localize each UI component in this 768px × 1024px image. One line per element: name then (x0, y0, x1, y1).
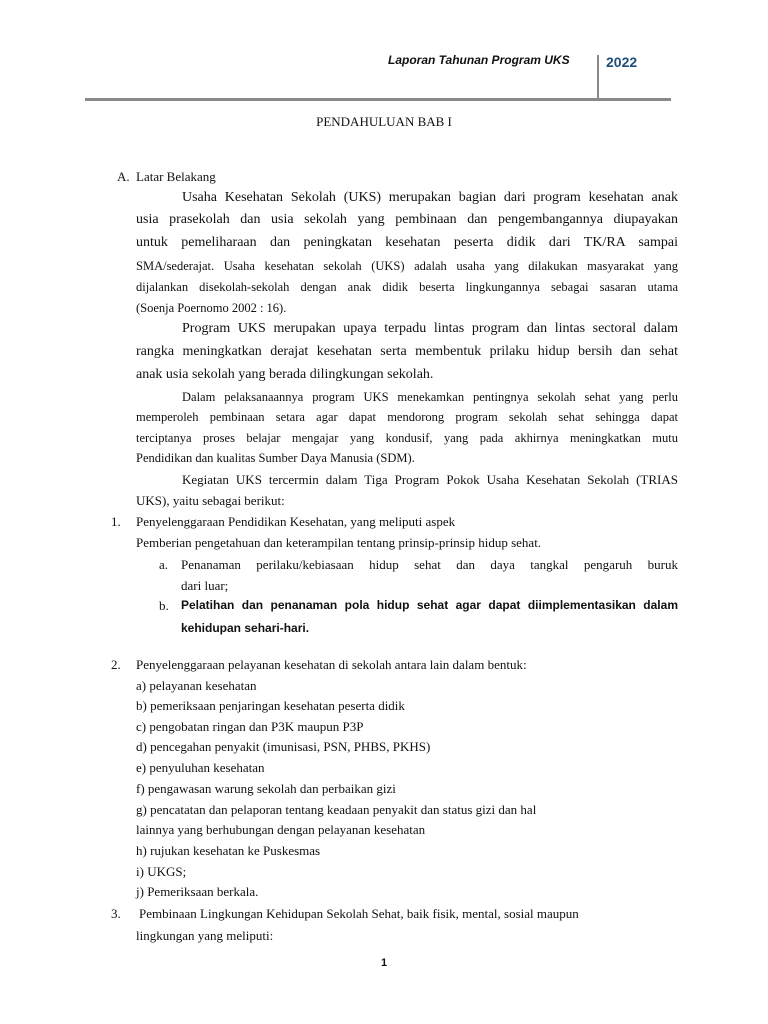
paragraph-line: rangka meningkatkan derajat kesehatan serta membentuk prilaku hidup bersih dan sehat (136, 344, 678, 359)
chapter-title: PENDAHULUAN BAB I (316, 114, 452, 129)
list-item: e) penyuluhan kesehatan (136, 760, 265, 775)
sublist-item-a-line: dari luar; (181, 578, 229, 593)
header-year: 2022 (606, 54, 638, 70)
item1-subtext: Pemberian pengetahuan dan keterampilan tentang prinsip-prinsip hidup sehat. (136, 535, 542, 550)
paragraph-line: Dalam pelaksanaannya program UKS menekamkan pentingnya sekolah sehat yang perlu (182, 390, 678, 404)
paragraph-line: SMA/sederajat. Usaha kesehatan sekolah (UKS) adalah usaha yang dilakukan masyarakat yang (136, 259, 678, 273)
paragraph-line: (Soenja Poernomo 2002 : 16). (136, 301, 287, 315)
sublist-marker-b: b. (159, 598, 169, 613)
item3-text: Pembinaan Lingkungan Kehidupan Sekolah Sehat, baik fisik, mental, sosial maupun (139, 906, 579, 921)
section-a-marker: A. (117, 169, 130, 184)
header-title: Laporan Tahunan Program UKS (388, 53, 570, 67)
item2-text: Penyelenggaraan pelayanan kesehatan di sekolah antara lain dalam bentuk: (136, 657, 527, 672)
list-item: f) pengawasan warung sekolah dan perbaikan gizi (136, 781, 396, 796)
paragraph-line: usia prasekolah dan usia sekolah yang pembinaan dan pengembangannya diupayakan (136, 212, 678, 227)
paragraph-line: UKS), yaitu sebagai berikut: (136, 493, 285, 508)
paragraph-line: terciptanya proses belajar mengajar yang kondusif, yang pada akhirnya meningkatkan mutu (136, 431, 678, 445)
paragraph-line: Program UKS merupakan upaya terpadu lintas program dan lintas sectoral dalam (182, 321, 678, 336)
paragraph-line: Pendidikan dan kualitas Sumber Daya Manusia (SDM). (136, 451, 415, 465)
header-rule (85, 98, 671, 101)
item3-text-continued: lingkungan yang meliputi: (136, 928, 274, 943)
paragraph-line: dijalankan disekolah-sekolah dengan anak didik beserta lingkungannya sebagai sasaran utama (136, 280, 678, 294)
sublist-item-a-line: Penanaman perilaku/kebiasaan hidup sehat dan daya tangkal pengaruh buruk (181, 557, 678, 572)
list-item: h) rujukan kesehatan ke Puskesmas (136, 843, 321, 858)
list-item: c) pengobatan ringan dan P3K maupun P3P (136, 719, 364, 734)
paragraph-line: Usaha Kesehatan Sekolah (UKS) merupakan bagian dari program kesehatan anak (182, 190, 678, 205)
sublist-item-b-line: Pelatihan dan penanaman pola hidup sehat agar dapat diimplementasikan dalam (181, 598, 678, 612)
paragraph-line: untuk pemeliharaan dan peningkatan kesehatan peserta didik dari TK/RA sampai (136, 235, 678, 250)
page-number: 1 (380, 957, 388, 969)
sublist-marker-a: a. (159, 557, 169, 572)
list-marker-3: 3. (111, 906, 121, 921)
paragraph-line: Kegiatan UKS tercermin dalam Tiga Program Pokok Usaha Kesehatan Sekolah (TRIAS (182, 472, 678, 487)
section-a-heading: Latar Belakang (136, 169, 216, 184)
list-item: j) Pemeriksaan berkala. (136, 884, 259, 899)
header-divider-vertical (597, 55, 599, 99)
list-marker-1: 1. (111, 514, 121, 529)
sublist-item-b-line: kehidupan sehari-hari. (181, 621, 310, 635)
paragraph-line: anak usia sekolah yang berada dilingkungan sekolah. (136, 367, 434, 382)
item1-text: Penyelenggaraan Pendidikan Kesehatan, yang meliputi aspek (136, 514, 456, 529)
list-item: g) pencatatan dan pelaporan tentang keadaan penyakit dan status gizi dan hal (136, 802, 537, 817)
list-item: i) UKGS; (136, 864, 187, 879)
list-marker-2: 2. (111, 657, 121, 672)
list-item: b) pemeriksaan penjaringan kesehatan peserta didik (136, 698, 405, 713)
list-item: a) pelayanan kesehatan (136, 678, 257, 693)
paragraph-line: memperoleh pembinaan setara agar dapat mendorong program sekolah sehat sehingga dapat (136, 410, 678, 424)
list-item: lainnya yang berhubungan dengan pelayanan kesehatan (136, 822, 426, 837)
list-item: d) pencegahan penyakit (imunisasi, PSN, PHBS, PKHS) (136, 739, 431, 754)
